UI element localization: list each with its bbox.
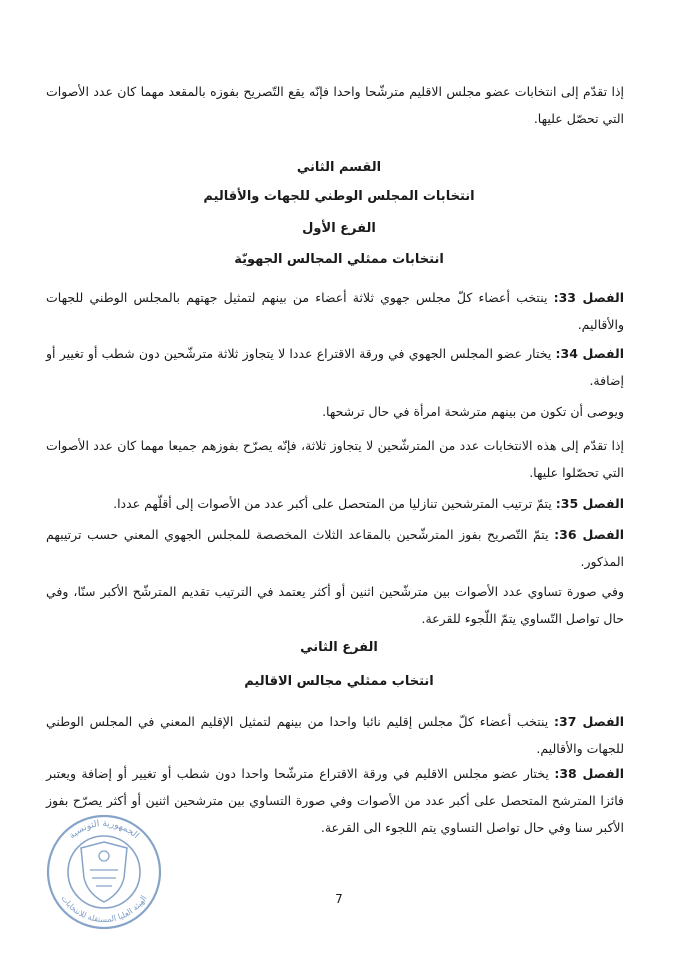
article-34 [46,340,624,394]
article-36-label: الفصل 36: [554,527,624,542]
article-35-label: الفصل 35: [555,496,624,511]
paragraph-single-candidate: إذا تقدّم إلى انتخابات عضو مجلس الاقليم مترشّحا واحدا فإنّه يقع التّصريح بفوزه بالمقعد مهما كان عدد الأصوات التي تحصّل عليها. [46,84,624,126]
article-34-label: الفصل 34: [555,346,624,361]
paragraph-tie: وفي صورة تساوي عدد الأصوات بين مترشّحين اثنين أو أكثر يعتمد في الترتيب تقديم المترشّح الأكبر سنّا، وفي حال تواصل التّساوي يتمّ اللّجوء للقرعة. [46,584,624,626]
paragraph-women: ويوصى أن تكون من بينهم مترشحة امرأة في حال ترشحها. [322,404,624,419]
subsection-title: انتخابات ممثلي المجالس الجهويّة [234,252,444,267]
seal-bottom-text: الهيئة العليا المستقلة للانتخابات [59,893,149,925]
article-36-text: يتمّ التّصريح بفوز المترشّحين بالمقاعد الثلاث المخصصة للمجلس الجهوي المعني حسب ترتيبهم المذكور. [46,527,624,569]
official-seal-stamp [44,812,164,932]
article-36 [46,521,624,575]
paragraph-three-candidates: إذا تقدّم إلى هذه الانتخابات عدد من المترشّحين لا يتجاوز ثلاثة، فإنّه يصرّح بفوزهم جميعا مهما كان عدد الأصوات التي تحصّلوا عليها. [46,438,624,480]
article-38-label: الفصل 38: [554,766,624,781]
section-title: انتخابات المجلس الوطني للجهات والأقاليم [203,189,475,204]
article-37-text: ينتخب أعضاء كلّ مجلس إقليم نائبا واحدا من بينهم لتمثيل الإقليم المعني في المجلس الوطني للجهات والأقاليم. [46,714,624,756]
subsection-title-2: انتخاب ممثلي مجالس الاقاليم [244,674,434,689]
article-35 [46,490,624,517]
seal-top-text: الجمهورية التونسية [67,818,141,842]
section-heading: القسم الثاني [296,160,382,175]
subsection-heading: الفرع الأول [302,221,376,236]
article-33-text: ينتخب أعضاء كلّ مجلس جهوي ثلاثة أعضاء من بينهم لتمثيل جهتهم بالمجلس الوطني للجهات والأقاليم. [46,290,624,332]
article-34-text: يختار عضو المجلس الجهوي في ورقة الاقتراع عددا لا يتجاوز ثلاثة مترشّحين دون شطب أو تغيير أو إضافة. [46,346,624,388]
article-33 [46,284,624,338]
article-37-label: الفصل 37: [554,714,624,729]
subsection-heading-2: الفرع الثاني [300,640,378,655]
article-33-label: الفصل 33: [553,290,624,305]
article-38-text: يختار عضو مجلس الاقليم في ورقة الاقتراع مترشّحا واحدا دون شطب أو تغيير أو إضافة ويعتبر فائزا المترشح المتحصل على أكبر عدد من الأصوات وفي صورة التساوي بين مترشحين اثنين أو أكثر يصرّح بفوز الأكبر سنا وفي حال تواصل التساوي يتم اللجوء الى القرعة. [46,766,624,835]
article-35-text: يتمّ ترتيب المترشحين تنازليا من المتحصل على أكبر عدد من الأصوات إلى أقلّهم عددا. [113,496,556,511]
article-37 [46,708,624,762]
page-number: 7 [335,892,343,906]
